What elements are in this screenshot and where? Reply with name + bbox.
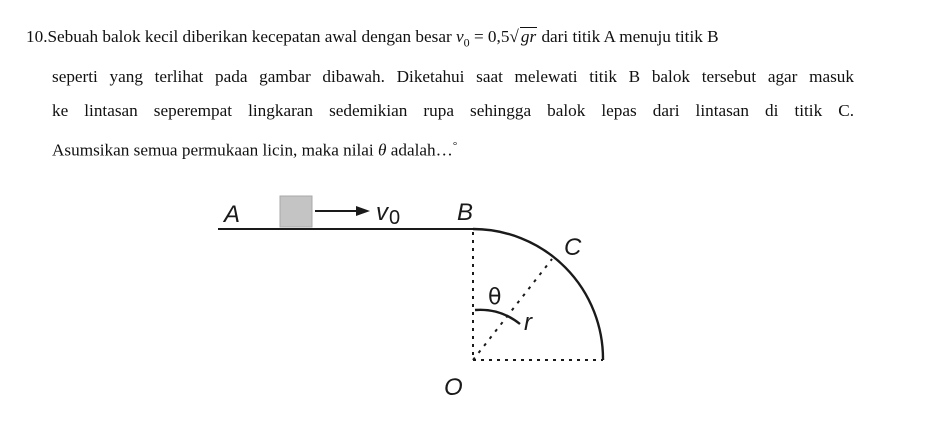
question-line-1: 10.Sebuah balok kecil diberikan kecepatan awal dengan besar $v_0 = 0,5√$ gr dari titik A menuju titik B	[26, 27, 719, 50]
physics-diagram	[200, 180, 620, 410]
question-line-2: seperti yang terlihat pada gambar dibawah. Diketahui saat melewati titik B balok tersebut agar masuk	[52, 66, 854, 86]
label-r: r	[524, 309, 532, 336]
sqrt-expression: gr	[520, 27, 537, 46]
sqrt-symbol: √	[509, 27, 519, 46]
velocity-symbol: $v_0$	[456, 27, 470, 50]
theta-symbol: θ	[378, 140, 387, 160]
block	[280, 196, 312, 227]
question-line-4: Asumsikan semua permukaan licin, maka nilai θ adalah…°	[52, 139, 458, 160]
question-text	[26, 20, 854, 168]
label-theta: θ	[488, 285, 502, 310]
velocity-arrow-head	[356, 206, 370, 216]
question-line-3: ke lintasan seperempat lingkaran sedemikian rupa sehingga balok lepas dari lintasan di titik C.	[52, 101, 854, 121]
label-b: B	[457, 199, 474, 226]
label-c: C	[564, 234, 582, 261]
label-o: O	[444, 374, 463, 401]
label-velocity: v0	[376, 199, 401, 229]
label-a: A	[224, 201, 241, 228]
angle-arc	[475, 310, 520, 324]
question-number: 10.	[26, 27, 48, 46]
degree-symbol: °	[452, 139, 458, 152]
